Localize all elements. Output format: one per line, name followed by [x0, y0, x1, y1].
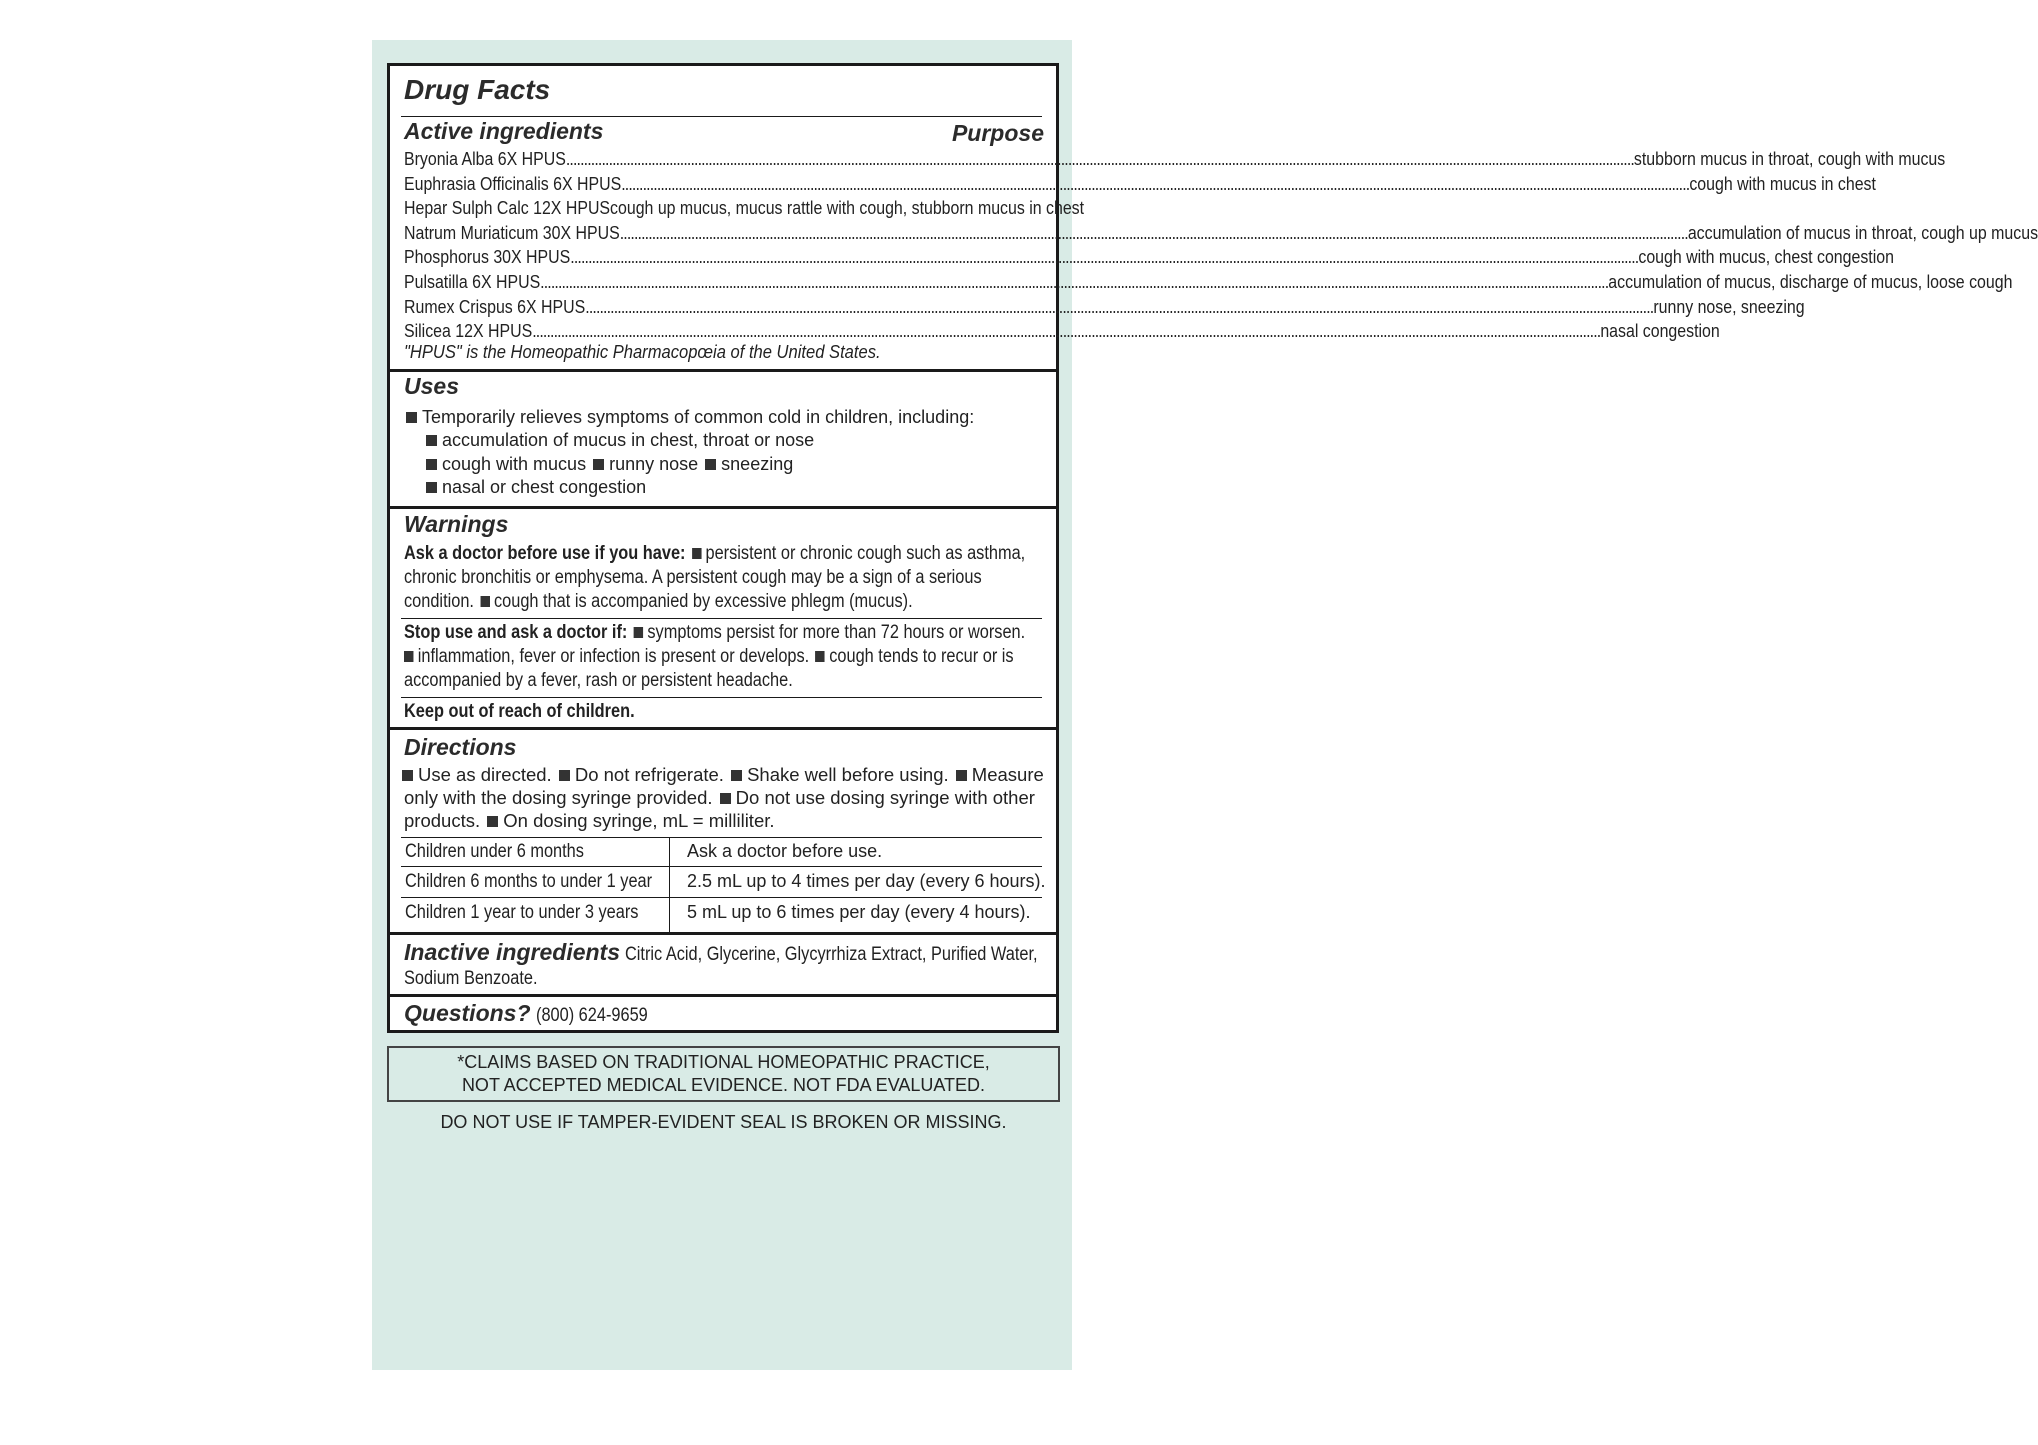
ask-doctor-text: Ask a doctor before use if you have: persistent or chronic cough such as asthma,	[404, 543, 1026, 564]
questions: Questions? (800) 624-9659	[404, 1000, 648, 1026]
title-divider	[401, 116, 1042, 117]
section-divider	[390, 727, 1056, 730]
bullet-square-icon	[426, 459, 437, 470]
bullet-square-icon	[426, 435, 437, 446]
uses-header: Uses	[404, 373, 459, 399]
tamper-seal-warning: DO NOT USE IF TAMPER-EVIDENT SEAL IS BROKEN OR MISSING.	[440, 1112, 1007, 1132]
bullet-square-icon	[480, 596, 489, 607]
uses-intro: Temporarily relieves symptoms of common cold in children, including:	[404, 407, 974, 428]
section-divider	[390, 369, 1056, 372]
stop-use-text: accompanied by a fever, rash or persistent headache.	[404, 670, 793, 691]
ingredient-name: Silicea 12X HPUS	[404, 320, 533, 342]
bullet-square-icon	[404, 651, 413, 662]
ingredient-purpose: cough with mucus in chest	[1689, 172, 1876, 194]
inactive-ingredients: Inactive ingredients Citric Acid, Glycerine, Glycyrrhiza Extract, Purified Water,	[404, 939, 1038, 965]
ingredient-purpose: accumulation of mucus, discharge of mucus, loose cough	[1608, 271, 2013, 292]
ingredient-name: Natrum Muriaticum 30X HPUS	[404, 221, 620, 243]
purpose-header: Purpose	[951, 120, 1044, 146]
ingredient-purpose: accumulation of mucus in throat, cough up mucus	[1687, 221, 2038, 243]
bullet-square-icon	[559, 770, 570, 781]
claims-line: *CLAIMS BASED ON TRADITIONAL HOMEOPATHIC PRACTICE,	[457, 1052, 990, 1072]
directions-text: only with the dosing syringe provided. Do not use dosing syringe with other	[404, 787, 1035, 808]
uses-item: cough with mucus runny nose sneezing	[424, 454, 793, 475]
claims-disclaimer-box	[387, 1046, 1060, 1102]
inactive-ingredients: Sodium Benzoate.	[404, 968, 538, 989]
directions-text: products. On dosing syringe, mL = milliliter.	[404, 810, 775, 831]
ask-doctor-text: condition. cough that is accompanied by excessive phlegm (mucus).	[404, 591, 913, 612]
stop-use-text: Stop use and ask a doctor if: symptoms persist for more than 72 hours or worsen.	[404, 622, 1026, 643]
dot-leader: ............................................................................................................................................................................................................................................................................................................	[540, 271, 1609, 292]
ingredient-name: Hepar Sulph Calc 12X HPUS	[404, 197, 611, 219]
bullet-square-icon	[956, 770, 967, 781]
section-divider	[390, 932, 1056, 935]
keep-out-of-reach: Keep out of reach of children.	[404, 701, 635, 722]
ingredient-purpose: cough with mucus, chest congestion	[1638, 246, 1894, 268]
ingredient-row	[404, 294, 1805, 318]
dosage-table	[401, 841, 1046, 928]
section-divider	[390, 994, 1056, 997]
hpus-note: "HPUS" is the Homeopathic Pharmacopœia of the United States.	[404, 342, 881, 362]
directions-text: Use as directed. Do not refrigerate. Shake well before using. Measure	[402, 764, 1044, 786]
ingredient-purpose: nasal congestion	[1600, 320, 1720, 342]
ingredient-name: Rumex Crispus 6X HPUS	[404, 295, 586, 317]
ingredient-purpose: cough up mucus, mucus rattle with cough, stubborn mucus in chest	[610, 197, 1085, 219]
ingredient-row	[404, 146, 1946, 170]
bullet-square-icon	[815, 651, 824, 662]
uses-item: accumulation of mucus in chest, throat or nose	[424, 430, 814, 451]
bullet-square-icon	[406, 412, 417, 423]
warnings-header: Warnings	[404, 511, 509, 537]
table-row: Children 6 months to under 1 year 2.5 mL up to 4 times per day (every 6 hours).	[405, 871, 1046, 892]
bullet-square-icon	[593, 459, 604, 470]
drug-facts-panel	[387, 63, 2038, 1033]
bullet-square-icon	[705, 459, 716, 470]
table-row: Children under 6 months Ask a doctor before use.	[405, 841, 883, 862]
warnings-divider	[401, 697, 1042, 698]
table-row-border	[401, 897, 1042, 898]
ingredient-name: Euphrasia Officinalis 6X HPUS	[404, 172, 622, 194]
ingredient-row	[404, 318, 1720, 342]
ingredient-row	[404, 220, 2038, 244]
table-top-border	[401, 837, 1042, 838]
ingredient-name: Phosphorus 30X HPUS	[404, 246, 571, 268]
warnings-divider	[401, 618, 1042, 619]
drug-facts-title: Drug Facts	[404, 74, 551, 105]
ask-doctor-text: chronic bronchitis or emphysema. A persistent cough may be a sign of a serious	[404, 567, 982, 588]
section-divider	[390, 506, 1056, 509]
ingredient-row	[404, 171, 1876, 195]
bullet-square-icon	[634, 627, 643, 638]
bullet-square-icon	[720, 793, 731, 804]
ingredient-row	[404, 195, 1085, 219]
dot-leader: ............................................................................................................................................................................................................................................................................................................	[621, 172, 1690, 194]
dot-leader: ............................................................................................................................................................................................................................................................................................................	[619, 221, 1688, 243]
bullet-square-icon	[692, 548, 701, 559]
stop-use-text: inflammation, fever or infection is present or develops. cough tends to recur or is	[404, 646, 1014, 668]
bullet-square-icon	[402, 770, 413, 781]
uses-item: nasal or chest congestion	[424, 477, 646, 498]
table-row: Children 1 year to under 3 years 5 mL up to 6 times per day (every 4 hours).	[405, 902, 1031, 923]
claims-line: NOT ACCEPTED MEDICAL EVIDENCE. NOT FDA EVALUATED.	[461, 1075, 986, 1095]
active-ingredients-header: Active ingredients	[404, 118, 604, 144]
ingredient-purpose: stubborn mucus in throat, cough with mucus	[1633, 148, 1946, 169]
dot-leader: ............................................................................................................................................................................................................................................................................................................	[532, 320, 1601, 342]
ingredient-name: Pulsatilla 6X HPUS	[404, 271, 541, 292]
ingredient-row	[404, 269, 2013, 293]
ingredient-name: Bryonia Alba 6X HPUS	[404, 148, 566, 169]
dot-leader: ............................................................................................................................................................................................................................................................................................................	[570, 246, 1639, 268]
bullet-square-icon	[426, 482, 437, 493]
directions-header: Directions	[404, 734, 517, 760]
dot-leader: ............................................................................................................................................................................................................................................................................................................	[585, 295, 1654, 317]
ingredient-purpose: runny nose, sneezing	[1653, 295, 1805, 317]
ingredient-row	[404, 244, 1894, 268]
table-row-border	[401, 866, 1042, 867]
bullet-square-icon	[487, 816, 498, 827]
dot-leader: ............................................................................................................................................................................................................................................................................................................	[565, 148, 1634, 169]
bullet-square-icon	[731, 770, 742, 781]
